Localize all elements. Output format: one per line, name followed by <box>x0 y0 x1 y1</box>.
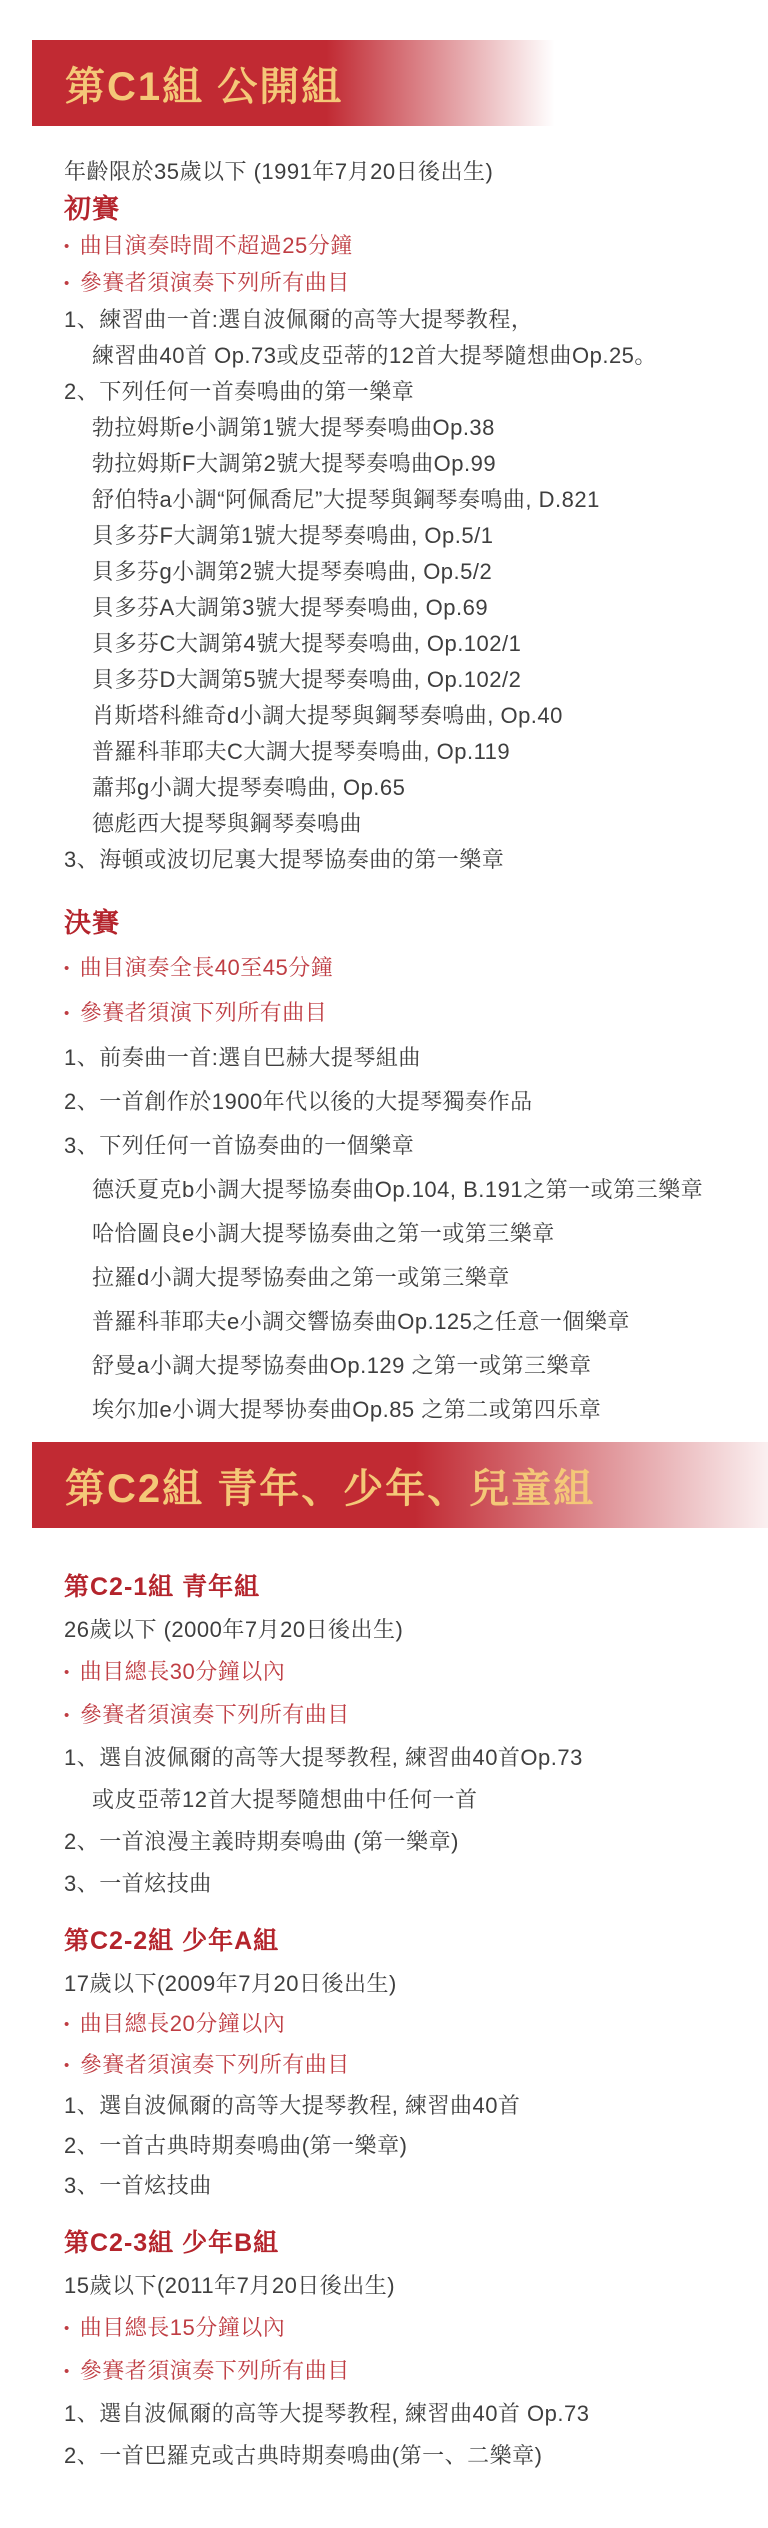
requirement-text: 曲目總長30分鐘以內 <box>79 1659 286 1684</box>
bullet-icon: • <box>64 2320 70 2337</box>
requirement-bullet <box>64 2053 764 2078</box>
bullet-icon: • <box>64 1707 70 1724</box>
repertoire-subitem: 拉羅d小調大提琴協奏曲之第一或第三樂章 <box>92 1265 510 1290</box>
age-requirement: 26歲以下 (2000年7月20日後出生) <box>64 1617 404 1642</box>
repertoire-subitem: 舒伯特a小調“阿佩喬尼”大提琴與鋼琴奏鳴曲, D.821 <box>92 487 600 512</box>
repertoire-subitem: 普羅科菲耶夫C大調大提琴奏鳴曲, Op.119 <box>92 739 511 764</box>
group-heading: 第C2-1組 青年組 <box>64 1573 261 1601</box>
age-requirement: 17歲以下(2009年7月20日後出生) <box>64 1971 397 1996</box>
repertoire-subitem: 貝多芬A大調第3號大提琴奏鳴曲, Op.69 <box>92 595 489 620</box>
block-初賽 <box>64 194 764 872</box>
bullet-icon: • <box>64 275 70 292</box>
repertoire-item: 2、一首古典時期奏鳴曲(第一樂章) <box>64 2133 408 2158</box>
repertoire-subitem: 貝多芬C大調第4號大提琴奏鳴曲, Op.102/1 <box>92 631 522 656</box>
section-c2 <box>0 1442 768 2468</box>
block-第C2-3組 少年B組 <box>64 2228 764 2468</box>
repertoire-item: 2、一首浪漫主義時期奏鳴曲 (第一樂章) <box>64 1829 460 1854</box>
block-決賽 <box>64 908 764 1422</box>
bullet-icon: • <box>64 1664 70 1681</box>
requirement-bullet <box>64 1660 764 1685</box>
repertoire-item: 3、下列任何一首協奏曲的一個樂章 <box>64 1133 415 1158</box>
requirement-text: 曲目總長20分鐘以內 <box>79 2011 286 2036</box>
block-第C2-1組 青年組 <box>64 1572 764 1896</box>
banner-title: 第C2組 青年、少年、兒童組 <box>65 1466 596 1511</box>
group-heading: 第C2-2組 少年A組 <box>64 1927 280 1955</box>
requirement-bullet <box>64 2316 764 2341</box>
requirement-bullet <box>64 2359 764 2384</box>
round-heading: 決賽 <box>64 908 120 938</box>
repertoire-subitem: 普羅科菲耶夫e小調交響協奏曲Op.125之任意一個樂章 <box>92 1309 630 1334</box>
age-requirement: 15歲以下(2011年7月20日後出生) <box>64 2273 396 2298</box>
repertoire-subitem: 蕭邦g小調大提琴奏鳴曲, Op.65 <box>92 775 406 800</box>
repertoire-item: 2、一首巴羅克或古典時期奏鳴曲(第一、二樂章) <box>64 2443 543 2468</box>
requirement-text: 參賽者須演奏下列所有曲目 <box>79 2358 350 2383</box>
requirement-text: 曲目演奏時間不超過25分鐘 <box>79 233 353 258</box>
repertoire-subitem: 勃拉姆斯F大調第2號大提琴奏鳴曲Op.99 <box>92 451 497 476</box>
round-heading: 初賽 <box>64 194 120 224</box>
repertoire-subitem: 或皮亞蒂12首大提琴隨想曲中任何一首 <box>92 1787 478 1812</box>
repertoire-item: 3、海頓或波切尼裏大提琴協奏曲的第一樂章 <box>64 847 505 872</box>
requirement-bullet <box>64 271 764 296</box>
section-banner-c1 <box>32 40 768 126</box>
repertoire-item: 2、一首創作於1900年代以後的大提琴獨奏作品 <box>64 1089 533 1114</box>
section-content <box>0 160 768 1422</box>
bullet-icon: • <box>64 2016 70 2033</box>
repertoire-subitem: 肖斯塔科維奇d小調大提琴與鋼琴奏鳴曲, Op.40 <box>92 703 563 728</box>
repertoire-subitem: 貝多芬F大調第1號大提琴奏鳴曲, Op.5/1 <box>92 523 494 548</box>
group-heading: 第C2-3組 少年B組 <box>64 2229 280 2257</box>
repertoire-item: 1、選自波佩爾的高等大提琴教程, 練習曲40首 <box>64 2093 521 2118</box>
requirement-bullet <box>64 1001 764 1026</box>
requirement-bullet <box>64 234 764 259</box>
repertoire-item: 3、一首炫技曲 <box>64 1871 212 1896</box>
repertoire-subitem: 哈恰圖良e小調大提琴協奏曲之第一或第三樂章 <box>92 1221 555 1246</box>
repertoire-subitem: 貝多芬D大調第5號大提琴奏鳴曲, Op.102/2 <box>92 667 522 692</box>
section-c1 <box>0 40 768 1422</box>
section-content <box>0 1572 768 2468</box>
bullet-icon: • <box>64 2363 70 2380</box>
block-第C2-2組 少年A組 <box>64 1926 764 2198</box>
age-requirement: 年齡限於35歲以下 (1991年7月20日後出生) <box>64 159 494 184</box>
requirement-bullet <box>64 2012 764 2037</box>
repertoire-subitem: 貝多芬g小調第2號大提琴奏鳴曲, Op.5/2 <box>92 559 493 584</box>
bullet-icon: • <box>64 2057 70 2074</box>
requirement-text: 曲目總長15分鐘以內 <box>79 2315 286 2340</box>
requirement-text: 參賽者須演奏下列所有曲目 <box>79 1702 350 1727</box>
bullet-icon: • <box>64 1005 70 1022</box>
repertoire-subitem: 德沃夏克b小調大提琴協奏曲Op.104, B.191之第一或第三樂章 <box>92 1177 704 1202</box>
banner-title: 第C1組 公開組 <box>65 64 344 109</box>
bullet-icon: • <box>64 960 70 977</box>
repertoire-subitem: 埃尔加e小调大提琴协奏曲Op.85 之第二或第四乐章 <box>92 1397 602 1422</box>
repertoire-item: 3、一首炫技曲 <box>64 2173 212 2198</box>
repertoire-item: 1、練習曲一首:選自波佩爾的高等大提琴教程， <box>64 307 534 332</box>
repertoire-item: 1、選自波佩爾的高等大提琴教程, 練習曲40首 Op.73 <box>64 2401 590 2426</box>
requirement-text: 參賽者須演奏下列所有曲目 <box>79 270 350 295</box>
repertoire-item: 2、下列任何一首奏鳴曲的第一樂章 <box>64 379 415 404</box>
requirement-bullet <box>64 1703 764 1728</box>
requirement-text: 參賽者須演奏下列所有曲目 <box>79 2052 350 2077</box>
repertoire-subitem: 舒曼a小調大提琴協奏曲Op.129 之第一或第三樂章 <box>92 1353 592 1378</box>
requirement-text: 曲目演奏全長40至45分鐘 <box>79 955 334 980</box>
repertoire-item: 1、選自波佩爾的高等大提琴教程, 練習曲40首Op.73 <box>64 1745 583 1770</box>
repertoire-item: 1、前奏曲一首:選自巴赫大提琴組曲 <box>64 1045 421 1070</box>
repertoire-subitem: 練習曲40首 Op.73或皮亞蒂的12首大提琴隨想曲Op.25。 <box>92 343 657 368</box>
repertoire-subitem: 德彪西大提琴與鋼琴奏鳴曲 <box>92 811 363 836</box>
requirement-text: 參賽者須演下列所有曲目 <box>79 1000 328 1025</box>
bullet-icon: • <box>64 238 70 255</box>
requirement-bullet <box>64 956 764 981</box>
section-banner-c2 <box>32 1442 768 1528</box>
repertoire-subitem: 勃拉姆斯e小調第1號大提琴奏鳴曲Op.38 <box>92 415 495 440</box>
